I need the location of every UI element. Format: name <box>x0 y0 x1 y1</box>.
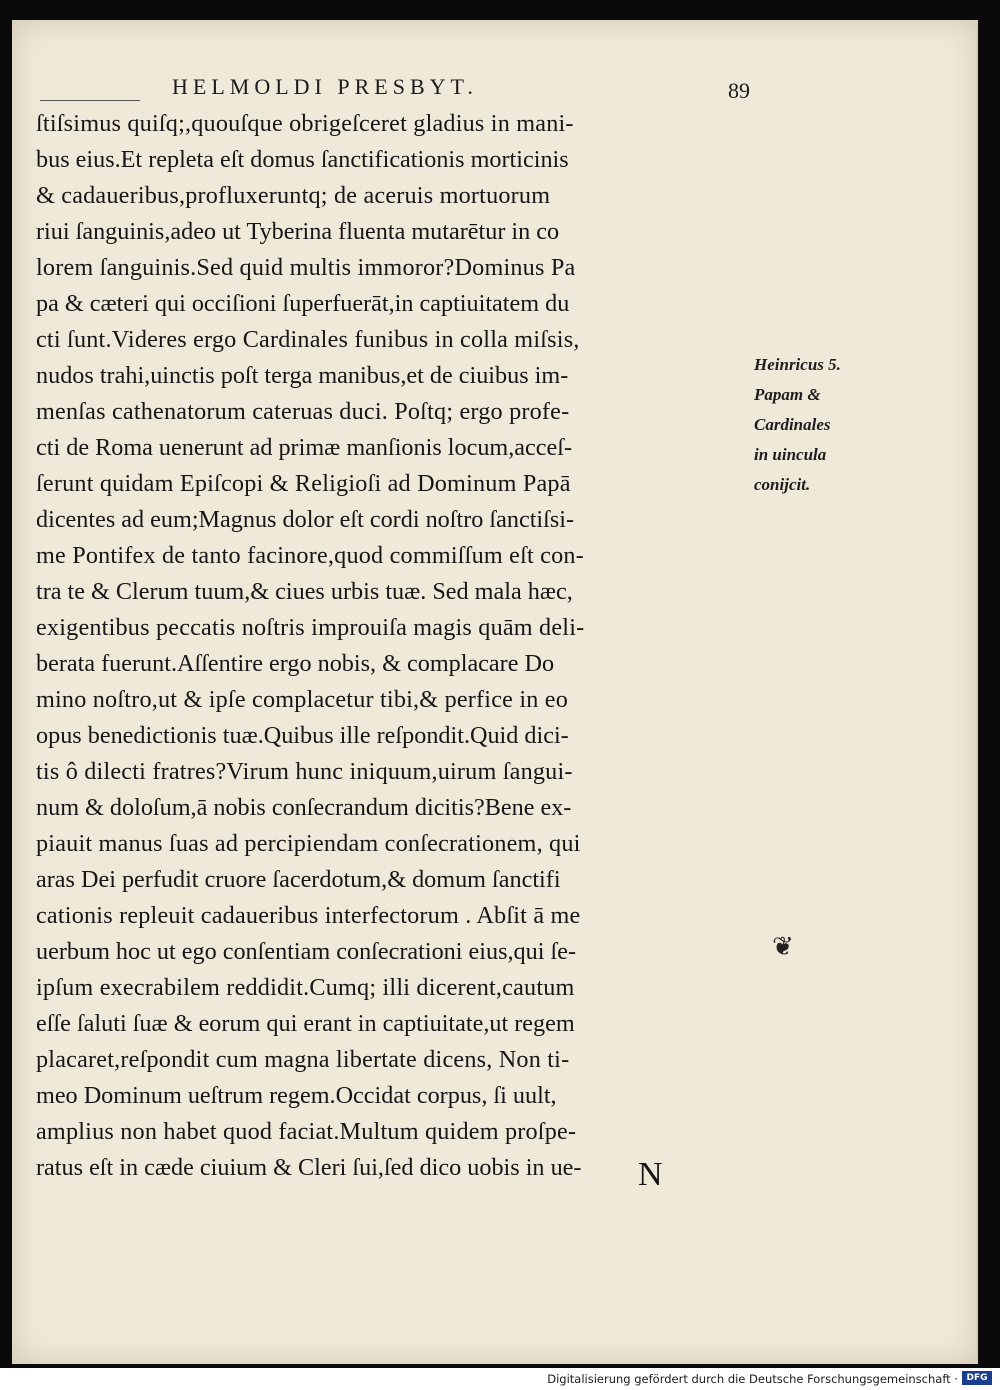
page-number: 89 <box>728 78 750 103</box>
text-line: cti de Roma uenerunt ad primæ manſionis locum,acceſ- <box>36 434 572 461</box>
book-page <box>12 20 978 1364</box>
marginal-note-line: conijcit. <box>754 475 811 494</box>
text-line: berata fuerunt.Aſſentire ergo nobis, & complacare Do <box>36 650 555 677</box>
text-line: placaret,reſpondit cum magna libertate dicens, Non ti- <box>36 1046 570 1073</box>
text-line: amplius non habet quod faciat.Multum quidem proſpe- <box>36 1118 577 1145</box>
marginal-note-line: Cardinales <box>754 415 831 434</box>
text-line: & cadaueribus,profluxeruntq; de aceruis mortuorum <box>36 182 551 209</box>
text-line: tis ô dilecti fratres?Virum hunc iniquum,uirum ſangui- <box>36 758 573 785</box>
text-line: piauit manus ſuas ad percipiendam conſecrationem, qui <box>36 830 581 857</box>
text-line: ipſum execrabilem reddidit.Cumq; illi dicerent,cautum <box>36 974 575 1001</box>
text-line: riui ſanguinis,adeo ut Tyberina fluenta mutarētur in co <box>36 218 560 245</box>
text-line: bus eius.Et repleta eſt domus ſanctificationis morticinis <box>36 146 569 173</box>
marginal-note <box>754 350 841 500</box>
text-line: meo Dominum ueſtrum regem.Occidat corpus, ſi uult, <box>36 1082 557 1109</box>
footer-credit: Digitalisierung gefördert durch die Deutsche Forschungsgemeinschaft · <box>547 1372 958 1386</box>
text-line: opus benedictionis tuæ.Quibus ille reſpondit.Quid dici- <box>36 722 569 749</box>
running-title: HELMOLDI PRESBYT. <box>172 74 478 99</box>
text-line: exigentibus peccatis noſtris improuiſa magis quām deli- <box>36 614 585 641</box>
text-line: pa & cæteri qui occiſioni ſuperfuerāt,in captiuitatem du <box>36 290 570 317</box>
text-line: mino noſtro,ut & ipſe complacetur tibi,& perfice in eo <box>36 686 569 713</box>
text-line: aras Dei perfudit cruore ſacerdotum,& domum ſanctifi <box>36 866 561 893</box>
text-line: uerbum hoc ut ego conſentiam conſecrationi eius,qui ſe- <box>36 938 577 965</box>
dfg-logo-icon: DFG <box>962 1371 992 1385</box>
signature-mark: N <box>638 1156 663 1193</box>
text-line: dicentes ad eum;Magnus dolor eſt cordi noſtro ſanctiſsi- <box>36 506 575 533</box>
text-line: ratus eſt in cæde ciuium & Cleri ſui,ſed dico uobis in ue- <box>36 1154 582 1181</box>
printer-ornament-icon: ❦ <box>772 932 794 962</box>
text-line: eſſe ſaluti ſuæ & eorum qui erant in captiuitate,ut regem <box>36 1010 575 1037</box>
text-line: num & doloſum,ā nobis conſecrandum dicitis?Bene ex- <box>36 794 572 821</box>
header-rule <box>40 100 140 101</box>
text-line: lorem ſanguinis.Sed quid multis immoror?Dominus Pa <box>36 254 576 281</box>
text-line: me Pontifex de tanto facinore,quod commiſſum eſt con- <box>36 542 584 569</box>
text-line: menſas cathenatorum cateruas duci. Poſtq; ergo profe- <box>36 398 570 425</box>
footer-bar <box>0 1368 1000 1390</box>
marginal-note-line: Heinricus 5. <box>754 355 841 374</box>
marginal-note-line: Papam & <box>754 385 821 404</box>
main-text-block <box>36 106 776 1186</box>
text-line: tra te & Clerum tuum,& ciues urbis tuæ. Sed mala hæc, <box>36 578 573 605</box>
text-line: ſerunt quidam Epiſcopi & Religioſi ad Dominum Papā <box>36 470 571 497</box>
text-line: ſtiſsimus quiſq;,quouſque obrigeſceret gladius in mani- <box>36 110 574 137</box>
text-line: cti ſunt.Videres ergo Cardinales funibus in colla miſsis, <box>36 326 580 353</box>
text-line: cationis repleuit cadaueribus interfectorum . Abſit ā me <box>36 902 581 929</box>
marginal-note-line: in uincula <box>754 445 827 464</box>
text-line: nudos trahi,uinctis poſt terga manibus,et de ciuibus im- <box>36 362 569 389</box>
